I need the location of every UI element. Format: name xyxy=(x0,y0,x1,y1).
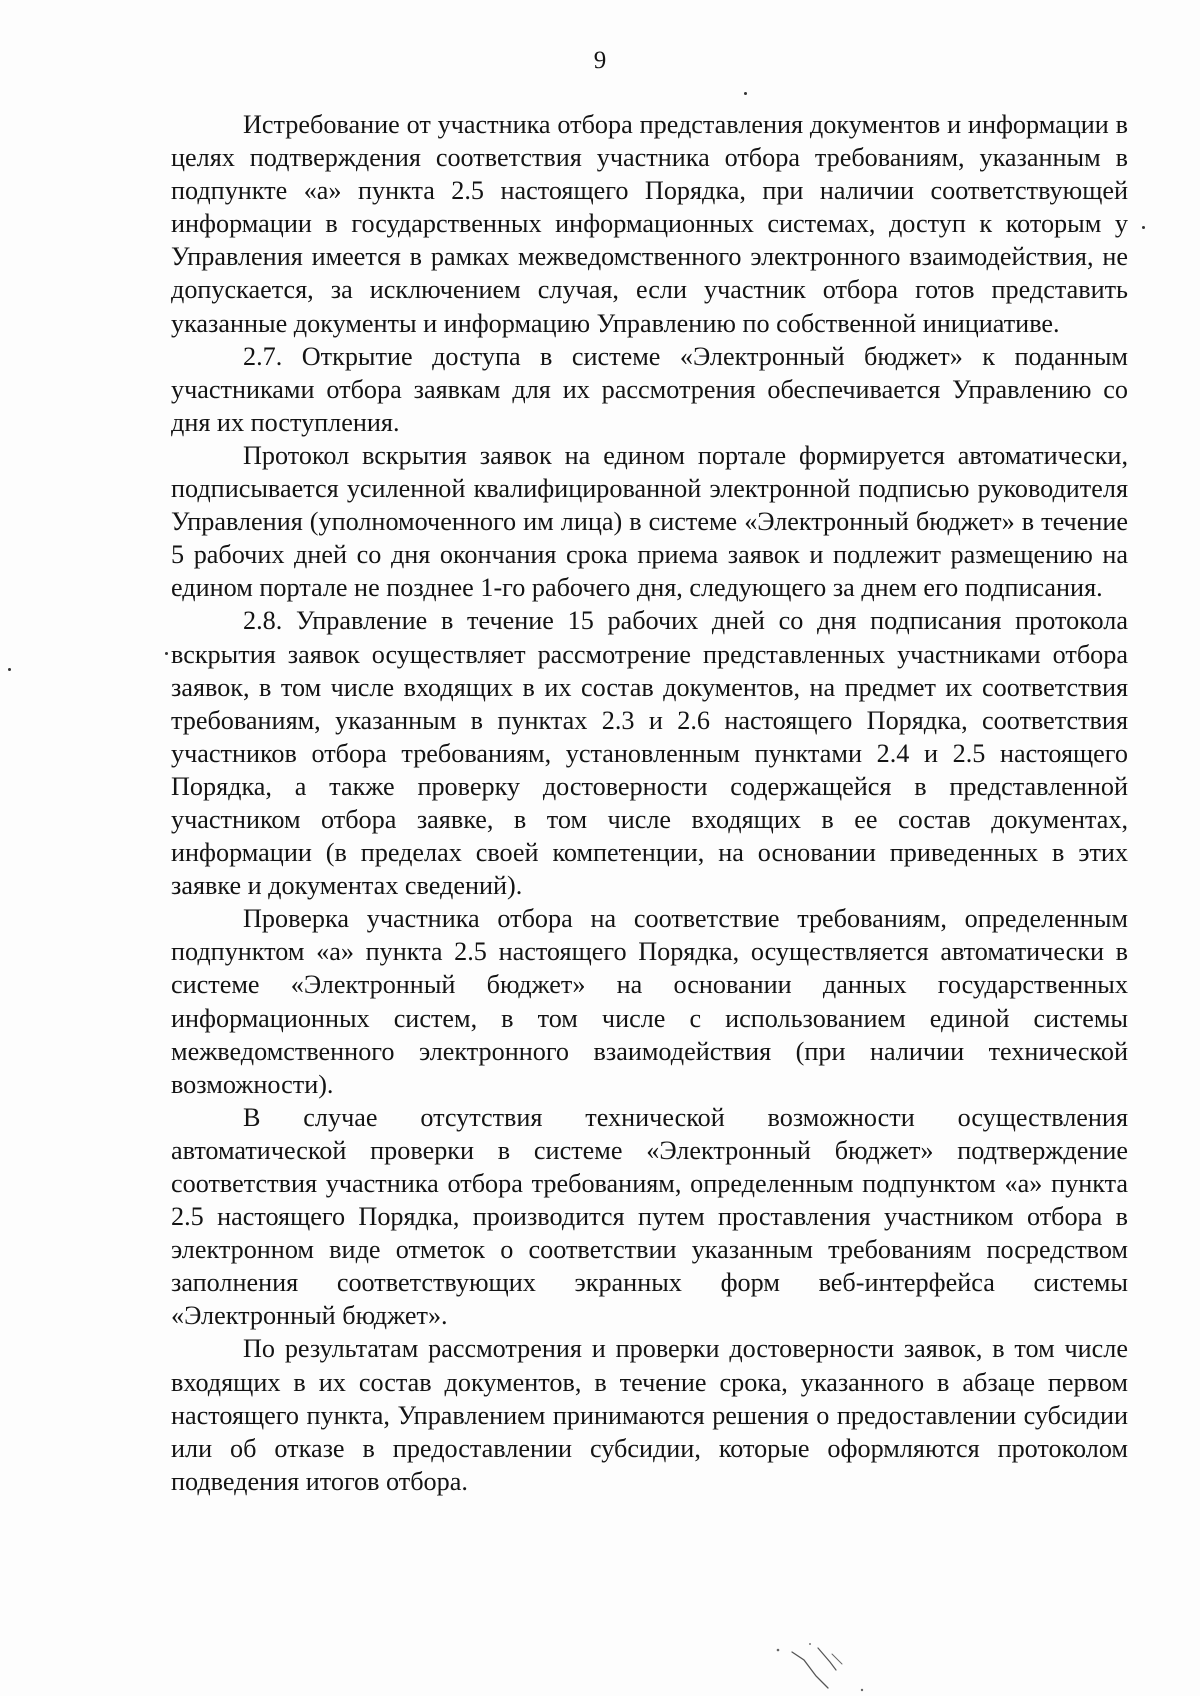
paragraph-automatic-check: Проверка участника отбора на соответствие требованиям, определенным подпунктом «а» пункта 2.5 настоящего Порядка, осуществляется автоматически в системе «Электронный бюджет» на основании данных государственных информационных систем, в том числе с использованием единой системы межведомственного электронного взаимодействия (при наличии технической возможности). xyxy=(171,904,1128,1099)
scan-speck xyxy=(8,668,11,671)
paragraph-manual-confirmation: В случае отсутствия технической возможности осуществления автоматической проверки в системе «Электронный бюджет» подтверждение соответствия участника отбора требованиям, определенным подпунктом «а» пункта 2.5 настоящего Порядка, производится путем проставления участником отбора в электронном виде отметок о соответствии указанным требованиям посредством заполнения соответствующих экранных форм веб-интерфейса системы «Электронный бюджет». xyxy=(171,1102,1128,1331)
scan-speck xyxy=(165,652,168,655)
paragraph-2-7-access-to-applications: 2.7. Открытие доступа в системе «Электронный бюджет» к поданным участниками отбора заявкам для их рассмотрения обеспечивается Управлению со дня их поступления. xyxy=(171,341,1128,437)
document-body xyxy=(171,108,1128,1498)
scan-mark xyxy=(770,1640,880,1696)
scan-speck xyxy=(744,92,747,95)
paragraph-review-results: По результатам рассмотрения и проверки достоверности заявок, в том числе входящих в их состав документов, в течение срока, указанного в абзаце первом настоящего пункта, Управлением принимаются решения о предоставлении субсидии или об отказе в предоставлении субсидии, которые оформляются протоколом подведения итогов отбора. xyxy=(171,1334,1128,1496)
paragraph-requisition-of-documents: Истребование от участника отбора представления документов и информации в целях подтверждения соответствия участника отбора требованиям, указанным в подпункте «а» пункта 2.5 настоящего Порядка, при наличии соответствующей информации в государственных информационных системах, доступ к которым у Управления имеется в рамках межведомственного электронного взаимодействия, не допускается, за исключением случая, если участник отбора готов представить указанные документы и информацию Управлению по собственной инициативе. xyxy=(171,110,1128,338)
scan-speck xyxy=(1142,226,1145,229)
paragraph-opening-protocol: Протокол вскрытия заявок на едином портале формируется автоматически, подписывается усиленной квалифицированной электронной подписью руководителя Управления (уполномоченного им лица) в системе «Электронный бюджет» в течение 5 рабочих дней со дня окончания срока приема заявок и подлежит размещению на едином портале не позднее 1-го рабочего дня, следующего за днем его подписания. xyxy=(171,440,1128,603)
paragraph-2-8-review-of-applications: 2.8. Управление в течение 15 рабочих дней со дня подписания протокола вскрытия заявок осуществляет рассмотрение представленных участниками отбора заявок, в том числе входящих в их состав документов, на предмет их соответствия требованиям, указанным в пунктах 2.3 и 2.6 настоящего Порядка, соответствия участников отбора требованиям, установленным пунктами 2.4 и 2.5 настоящего Порядка, а также проверку достоверности содержащейся в представленной участником отбора заявке, в том числе входящих в ее состав документах, информации (в пределах своей компетенции, на основании приведенных в этих заявке и документах сведений). xyxy=(171,606,1128,901)
page-number: 9 xyxy=(593,47,607,74)
